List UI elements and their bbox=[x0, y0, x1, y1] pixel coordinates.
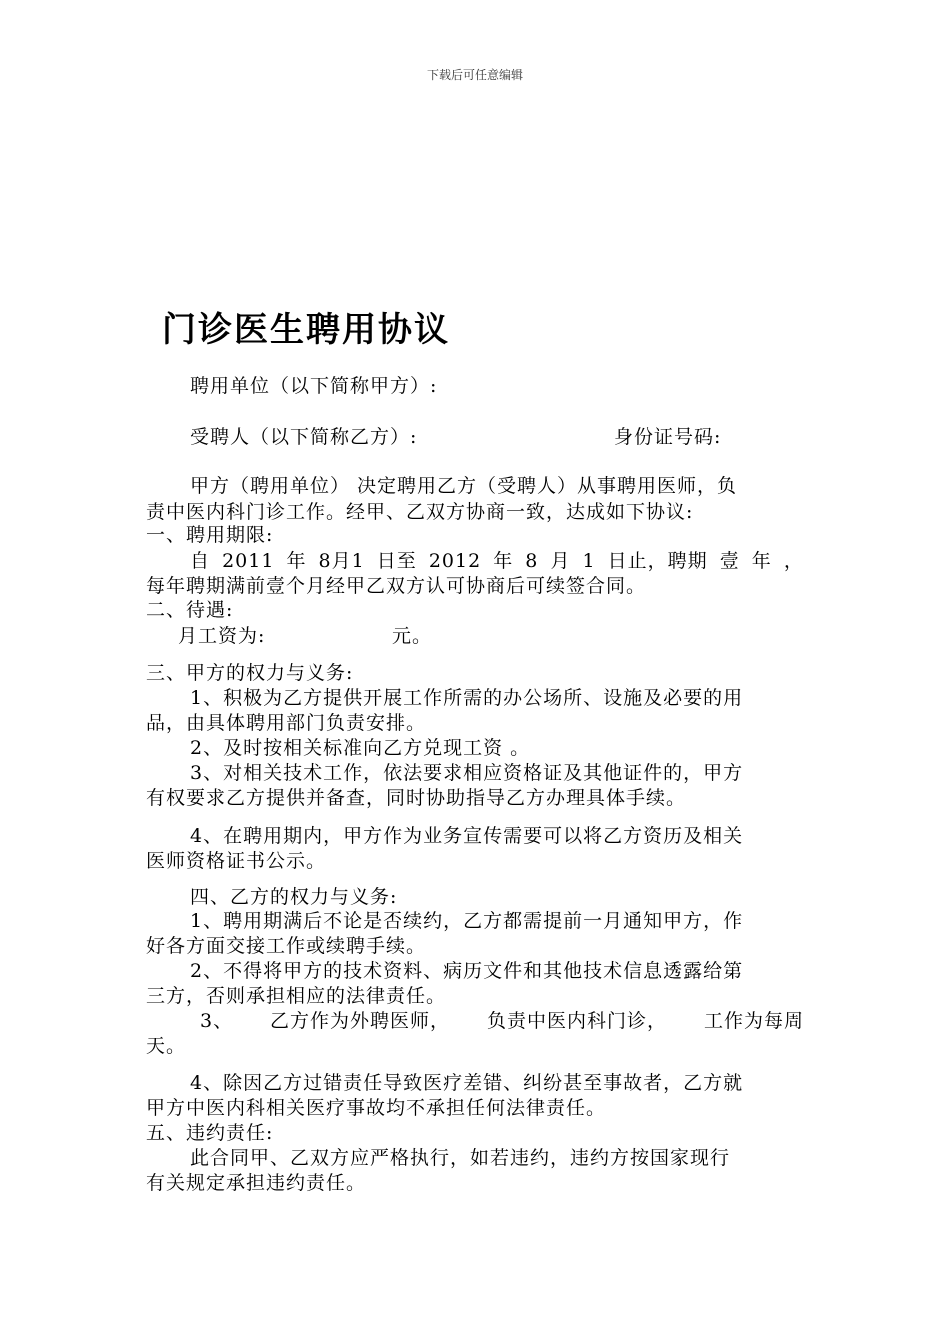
salary-label: 月工资为: bbox=[178, 625, 266, 647]
s4-item4-line1: 4、除因乙方过错责任导致医疗差错、纠纷甚至事故者，乙方就 bbox=[190, 1072, 744, 1094]
s4-item1-line1: 1、聘用期满后不论是否续约，乙方都需提前一月通知甲方，作 bbox=[190, 910, 744, 932]
id-number-label: 身份证号码: bbox=[614, 426, 722, 448]
employee-label: 受聘人（以下简称乙方）: bbox=[190, 426, 418, 448]
s3-item4-line1: 4、在聘用期内，甲方作为业务宣传需要可以将乙方资历及相关 bbox=[190, 825, 744, 847]
intro-line-2: 责中医内科门诊工作。经甲、乙双方协商一致，达成如下协议: bbox=[146, 501, 694, 523]
employer-label: 聘用单位（以下简称甲方）: bbox=[190, 375, 438, 397]
s4-item3-line1 bbox=[200, 1009, 804, 1033]
s4-item3-part: 3、 bbox=[200, 1010, 234, 1032]
s4-item3-part: 负责中医内科门诊， bbox=[487, 1010, 668, 1032]
term-part: 月 bbox=[550, 550, 571, 572]
s4-item2-line1: 2、不得将甲方的技术资料、病历文件和其他技术信息透露给第 bbox=[190, 960, 744, 982]
s4-item3-part: 工作为每周 bbox=[703, 1010, 804, 1032]
term-part: 日止，聘期 bbox=[607, 550, 708, 572]
s5-line1: 此合同甲、乙双方应严格执行，如若违约，违约方按国家现行 bbox=[190, 1147, 731, 1169]
s3-item1-line2: 品，由具体聘用部门负责安排。 bbox=[146, 712, 427, 734]
s3-item2: 2、及时按相关标准向乙方兑现工资 。 bbox=[190, 737, 531, 759]
term-line-2: 每年聘期满前壹个月经甲乙双方认可协商后可续签合同。 bbox=[146, 575, 647, 597]
term-part: 2012 bbox=[428, 550, 482, 572]
term-part: 日至 bbox=[376, 550, 417, 572]
salary-unit: 元。 bbox=[392, 625, 433, 647]
term-part: 8 bbox=[525, 550, 539, 572]
s3-item1-line1: 1、积极为乙方提供开展工作所需的办公场所、设施及必要的用 bbox=[190, 687, 744, 709]
term-part: 2011 bbox=[222, 550, 275, 572]
s4-item1-line2: 好各方面交接工作或续聘手续。 bbox=[146, 935, 427, 957]
s5-line2: 有关规定承担违约责任。 bbox=[146, 1172, 367, 1194]
section-5-heading: 五、违约责任: bbox=[146, 1122, 274, 1144]
s4-item4-line2: 甲方中医内科相关医疗事故均不承担任何法律责任。 bbox=[146, 1097, 607, 1119]
term-part: 8月1 bbox=[318, 550, 365, 572]
section-4-heading: 四、乙方的权力与义务: bbox=[190, 886, 398, 908]
term-part: 1 bbox=[582, 550, 596, 572]
intro-line-1 bbox=[190, 474, 804, 498]
section-2-heading: 二、待遇: bbox=[146, 599, 234, 621]
s3-item3-line1: 3、对相关技术工作，依法要求相应资格证及其他证件的，甲方 bbox=[190, 762, 744, 784]
s3-item3-line2: 有权要求乙方提供并备查，同时协助指导乙方办理具体手续。 bbox=[146, 787, 687, 809]
term-part: ， bbox=[783, 550, 804, 572]
document-title: 门诊医生聘用协议 bbox=[162, 310, 450, 350]
s4-item3-line2: 天。 bbox=[146, 1035, 187, 1057]
section-3-heading: 三、甲方的权力与义务: bbox=[146, 662, 354, 684]
s4-item2-line2: 三方，否则承担相应的法律责任。 bbox=[146, 985, 447, 1007]
term-line bbox=[190, 549, 804, 573]
term-part: 年 bbox=[751, 550, 772, 572]
term-part: 年 bbox=[286, 550, 307, 572]
section-1-heading: 一、聘用期限: bbox=[146, 524, 274, 546]
term-part: 壹 bbox=[719, 550, 740, 572]
s4-item3-part: 乙方作为外聘医师， bbox=[270, 1010, 451, 1032]
term-part: 自 bbox=[190, 550, 211, 572]
header-note: 下载后可任意编辑 bbox=[426, 68, 523, 82]
term-part: 年 bbox=[493, 550, 514, 572]
s3-item4-line2: 医师资格证书公示。 bbox=[146, 850, 327, 872]
intro-text-1: 甲方（聘用单位） 决定聘用乙方（受聘人）从事聘用医师，负 bbox=[190, 475, 738, 497]
